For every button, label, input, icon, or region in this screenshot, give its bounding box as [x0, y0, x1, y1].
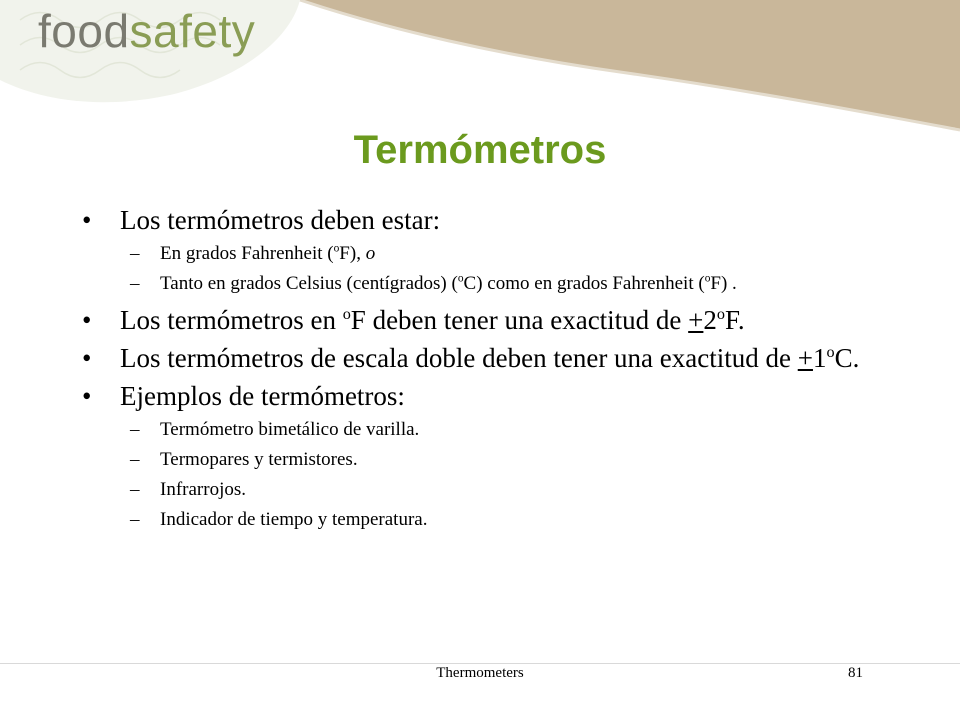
slide-content — [82, 205, 902, 539]
bullet-3: • Los termómetros de escala doble deben tener una exactitud de $+1^oC$. — [82, 343, 860, 373]
dash: – — [130, 273, 140, 294]
sub-bullet-celsius: – Tanto en grados Celsius (centígrados) ($^o$C) como en grados Fahrenheit ($^o$F) . — [130, 272, 737, 294]
foodsafety-logo — [38, 4, 255, 58]
footer-divider — [0, 663, 960, 664]
example-item: – Termopares y termistores. — [130, 449, 358, 470]
dash: – — [130, 479, 140, 500]
slide-title: Termómetros — [353, 128, 607, 172]
example-item: – Infrarrojos. — [130, 479, 246, 500]
dash: – — [130, 509, 140, 530]
dash: – — [130, 243, 140, 264]
bullet-dot: • — [82, 205, 92, 235]
bullet-dot: • — [82, 305, 92, 335]
bullet-4: • Ejemplos de termómetros: — [82, 381, 405, 411]
dash: – — [130, 419, 140, 440]
example-item: – Indicador de tiempo y temperatura. — [130, 509, 428, 530]
bullet-dot: • — [82, 381, 92, 411]
bullet-dot: • — [82, 343, 92, 373]
page-number: 81 — [848, 665, 863, 681]
bullet-1: • Los termómetros deben estar: — [82, 205, 441, 235]
logo-safety: safety — [129, 5, 256, 57]
sub-bullet-fahrenheit: – En grados Fahrenheit ($^o$F), o — [130, 242, 376, 264]
footer-title: Thermometers — [436, 665, 524, 681]
example-item: – Termómetro bimetálico de varilla. — [130, 419, 420, 440]
dash: – — [130, 449, 140, 470]
logo-food: food — [38, 5, 130, 57]
bullet-2: • Los termómetros en $^o$F deben tener una exactitud de $+2^oF$. — [82, 305, 745, 335]
